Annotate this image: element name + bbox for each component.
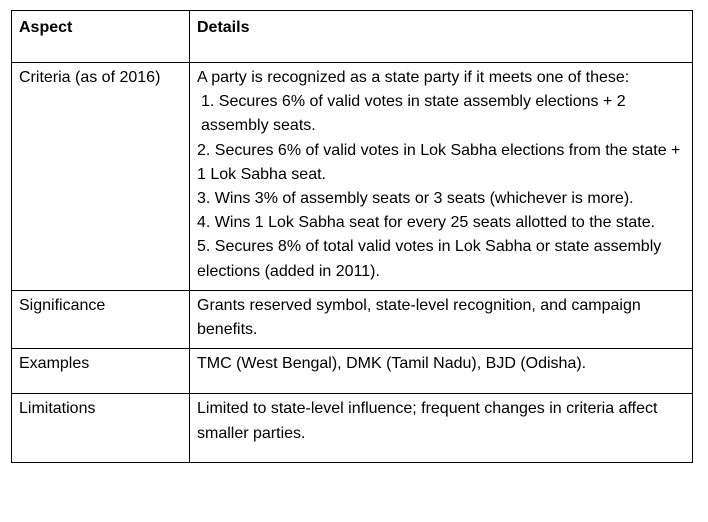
state-party-criteria-table: [11, 10, 693, 463]
aspect-cell: Criteria (as of 2016): [12, 63, 190, 291]
details-intro: A party is recognized as a state party if it meets one of these:: [197, 69, 630, 86]
criterion-1: 1. Secures 6% of valid votes in state assembly elections + 2 assembly seats.: [201, 93, 626, 135]
details-cell: Limited to state-level influence; frequent changes in criteria affect smaller parties.: [190, 394, 693, 462]
criterion-4: 4. Wins 1 Lok Sabha seat for every 25 seats allotted to the state.: [197, 214, 656, 232]
table-row: [12, 290, 693, 348]
details-cell: Grants reserved symbol, state-level recognition, and campaign benefits.: [190, 290, 693, 348]
details-cell: TMC (West Bengal), DMK (Tamil Nadu), BJD (Odisha).: [190, 349, 693, 394]
aspect-cell: Significance: [12, 290, 190, 348]
criterion-3: 3. Wins 3% of assembly seats or 3 seats (whichever is more).: [197, 190, 634, 208]
table-row: [12, 63, 693, 291]
table-row: [12, 394, 693, 462]
aspect-cell: Limitations: [12, 394, 190, 462]
header-details: Details: [190, 11, 693, 63]
table-row: [12, 349, 693, 394]
details-cell: [190, 63, 693, 291]
header-row: [12, 11, 693, 63]
criterion-2: 2. Secures 6% of valid votes in Lok Sabha elections from the state + 1 Lok Sabha seat.: [197, 141, 681, 183]
header-aspect: Aspect: [12, 11, 190, 63]
criterion-5: 5. Secures 8% of total valid votes in Lok Sabha or state assembly elections (added in 2011).: [197, 238, 662, 280]
aspect-cell: Examples: [12, 349, 190, 394]
